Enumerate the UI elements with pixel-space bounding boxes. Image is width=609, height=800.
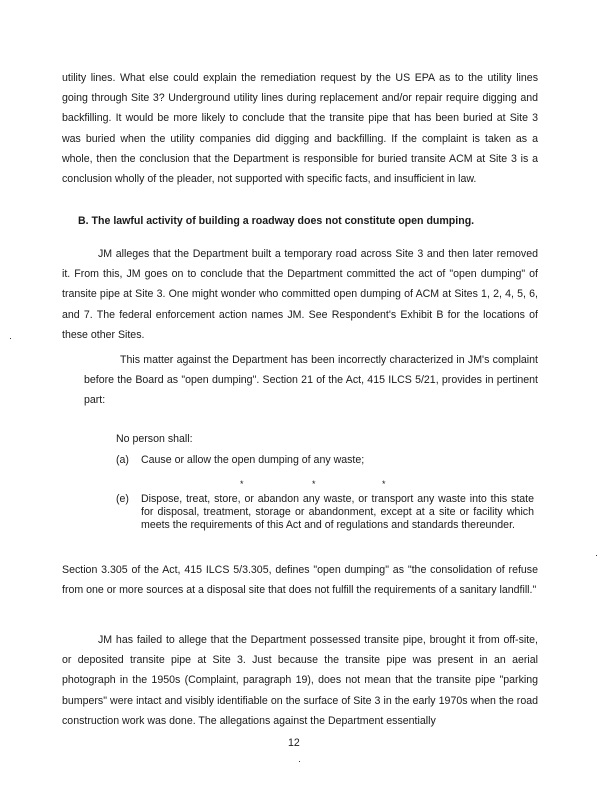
statute-quote-lead: No person shall:	[116, 433, 193, 445]
statute-item-a-marker: (a)	[116, 454, 129, 466]
ellipsis-mark-2: *	[312, 479, 316, 489]
statute-item-a	[116, 454, 536, 470]
statute-item-e	[116, 493, 536, 553]
statute-item-e-marker: (e)	[116, 493, 129, 505]
section-heading-b: B. The lawful activity of building a roadway does not constitute open dumping.	[78, 215, 475, 227]
ellipsis-mark-3: *	[382, 479, 386, 489]
paragraph-utility-lines: utility lines. What else could explain the remediation request by the US EPA as to the utility lines going through Site 3? Underground utility lines during replacement and/or repair require digging and backfilling. It would be more likely to conclude that the transite pipe that has been buried at Site 3 was buried when the utility companies did digging and backfilling. If the complaint is taken as a whole, then the conclusion that the Department is responsible for buried transite ACM at Site 3 is a conclusion wholly of the pleader, not supported with specific facts, and insufficient in law.	[62, 72, 538, 186]
scan-speck	[596, 555, 597, 556]
paragraph-definition-open-dumping: Section 3.305 of the Act, 415 ILCS 5/3.305, defines "open dumping" as "the consolidation of refuse from one or more sources at a disposal site that does not fulfill the requirements of a sanitary landfill."	[62, 564, 538, 597]
scan-speck	[10, 338, 11, 339]
statute-item-a-text: Cause or allow the open dumping of any waste;	[141, 454, 365, 466]
paragraph-failure-to-allege: JM has failed to allege that the Department possessed transite pipe, brought it from off-site, or deposited transite pipe at Site 3. Just because the transite pipe was present in an aerial photograph in the 1950s (Complaint, paragraph 19), does not mean that the transite pipe "parking bumpers" were intact and visibly identifiable on the surface of Site 3 in the early 1970s when the road construction work was done. The allegations against the Department essentially	[62, 634, 538, 727]
page-number: 12	[288, 737, 300, 749]
statute-item-e-text: Dispose, treat, store, or abandon any waste, or transport any waste into this state for disposal, treatment, storage or abandonment, except at a site or facility which meets the requirements of this Act and of regulations and standards thereunder.	[141, 493, 534, 532]
paragraph-open-dumping-characterization: This matter against the Department has been incorrectly characterized in JM's complaint before the Board as "open dumping". Section 21 of the Act, 415 ILCS 5/21, provides in pertinent part:	[84, 354, 538, 407]
ellipsis-mark-1: *	[240, 479, 244, 489]
paragraph-temporary-road: JM alleges that the Department built a temporary road across Site 3 and then later removed it. From this, JM goes on to conclude that the Department committed the act of "open dumping" of transite pipe at Site 3. One might wonder who committed open dumping of ACM at Sites 1, 2, 4, 5, 6, and 7. The federal enforcement action names JM. See Respondent's Exhibit B for the locations of these other Sites.	[62, 248, 538, 341]
scan-speck	[299, 761, 300, 762]
